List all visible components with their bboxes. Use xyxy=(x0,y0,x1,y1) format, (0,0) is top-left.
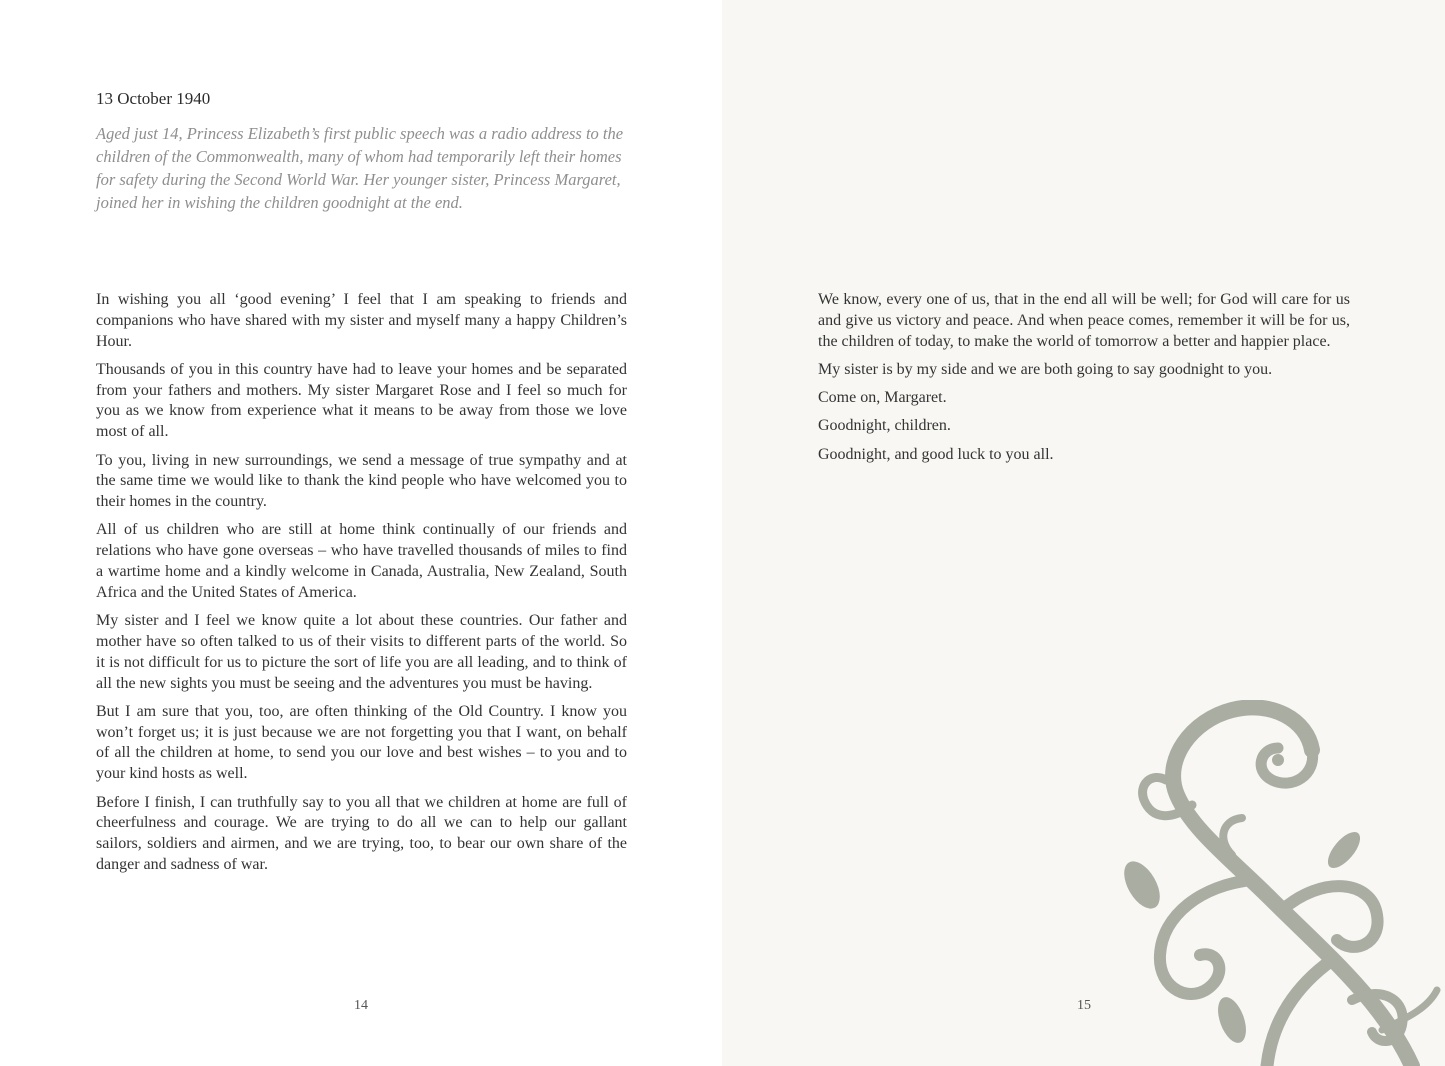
paragraph: But I am sure that you, too, are often thinking of the Old Country. I know you won’t forget us; it is just because we are not forgetting you that I want, on behalf of all the children at home, to send you our love and best wishes – to you and to your kind hosts as well. xyxy=(96,702,627,783)
left-page xyxy=(0,0,722,1066)
floral-flourish-icon xyxy=(1082,700,1445,1066)
paragraph: All of us children who are still at home think continually of our friends and relations who have gone overseas – who have travelled thousands of miles to find a wartime home and a kindly welcome in Canada, Australia, New Zealand, South Africa and the United States of America. xyxy=(96,521,627,601)
speech-body-right xyxy=(818,290,1350,473)
paragraph: Before I finish, I can truthfully say to you all that we children at home are full of cheerfulness and courage. We are trying to do all we can to help our gallant sailors, soldiers and airmen, and we are trying, too, to bear our own share of the danger and sadness of war. xyxy=(96,793,627,873)
page-number-left: 14 xyxy=(354,998,368,1013)
paragraph: My sister and I feel we know quite a lot about these countries. Our father and mother have so often talked to us of their visits to different parts of the world. So it is not difficult for us to picture the sort of life you are all leading, and to think of all the new sights you must be seeing and the adventures you must be having. xyxy=(96,612,627,692)
paragraph: Goodnight, and good luck to you all. xyxy=(818,445,1054,463)
paragraph: Goodnight, children. xyxy=(818,417,951,435)
paragraph: Come on, Margaret. xyxy=(818,389,947,407)
page-number-right: 15 xyxy=(1077,998,1091,1013)
paragraph: In wishing you all ‘good evening’ I feel that I am speaking to friends and companions who have shared with my sister and myself many a happy Children’s Hour. xyxy=(96,291,627,350)
speech-body-left xyxy=(96,290,627,883)
paragraph: My sister is by my side and we are both going to say goodnight to you. xyxy=(818,360,1273,378)
paragraph: Thousands of you in this country have had to leave your homes and be separated from your fathers and mothers. My sister Margaret Rose and I feel so much for you as we know from experience what it means to be away from those we love most of all. xyxy=(96,360,627,441)
paragraph: We know, every one of us, that in the end all will be well; for God will care for us and give us victory and peace. And when peace comes, remember it will be for us, the children of today, to make the world of tomorrow a better and happier place. xyxy=(818,291,1350,350)
intro-text: Aged just 14, Princess Elizabeth’s first public speech was a radio address to the children of the Commonwealth, many of whom had temporarily left their homes for safety during the Second World War. Her younger sister, Princess Margaret, joined her in wishing the children goodnight at the end. xyxy=(96,124,624,212)
speech-date: 13 October 1940 xyxy=(96,89,211,108)
right-page xyxy=(722,0,1445,1066)
paragraph: To you, living in new surroundings, we send a message of true sympathy and at the same time we would like to thank the kind people who have welcomed you to their homes in the country. xyxy=(96,451,627,511)
